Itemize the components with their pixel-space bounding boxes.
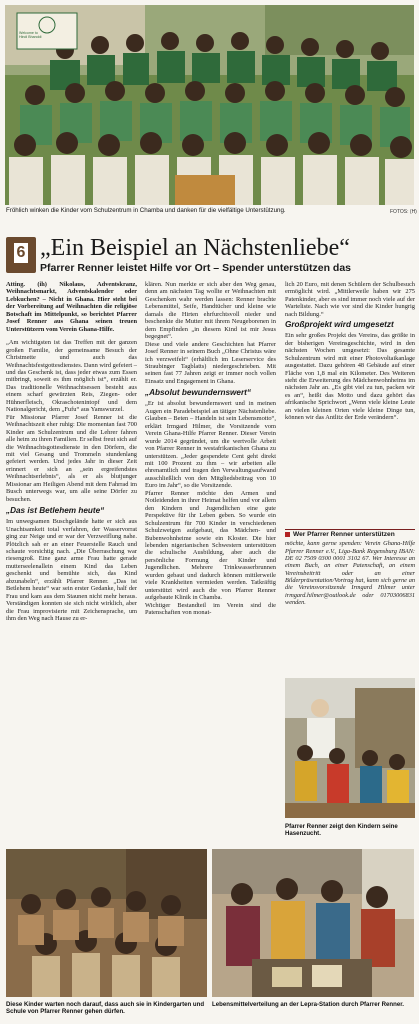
photo-credit: FOTOS: (H) (390, 209, 417, 215)
bottom-left-photo-waiting-children (6, 849, 207, 997)
section-heading: „Das ist Betlehem heute“ (6, 506, 105, 516)
article-paragraph: Pfarrer Renner möchte den Armen und Notleidenden in ihrer Heimat helfen und vor allem den Kindern und Jugendlichen eine gute Perspektive für ihr Leben geben. So wurde ein Schulzentrum für 700 Kinder in verschiedenen Schulzweigen aufgebaut, das Mädchen- und Bubenwohnheime sowie ein Kloster. Die hier lebenden nigerianischen Schwestern unterstützen die schulische Ausbildung, aber auch die persönliche Formung der Kinder und Jugendlichen. Mehrere Trinkwasserbrunnen wurden gebaut und dadurch können mittlerweile viele Krankheiten vermieden werden. Tatkräftig unterstützt wird auch die von Pfarrer Renner aufgebaute Klinik in Chamba. (145, 489, 276, 602)
article-column-1 (6, 281, 137, 622)
right-photo-caption: Pfarrer Renner zeigt den Kindern seine Hasenzucht. (285, 823, 398, 838)
info-box-text: möchte, kann gerne spenden: Verein Ghana-Hilfe Pfarrer Renner e.V., Liga-Bank Regensburg IBAN: DE 02 7509 0300 0001 3102 67. Wer Interesse an einem Buch, an einer Patenschaft, an einem Vereinsbeitritt oder an einer Bilderpräsentation/Vortrag hat, kann sich gerne an die Vereinsvorsitzende Irmgard Hilmer unter irmgard.hilmer@outlook.de oder 01703006831 wenden. (285, 540, 415, 607)
bottom-right-photo-food-distribution (212, 849, 414, 997)
article-paragraph: klären. Nun merkte er sich aber den Weg genau, denn am nächsten Tag wollte er Weihnachten mit Geschenken wahr werden lassen: Renner brachte Lebensmittel, Seife, Handtücher und kleine wie damals die Hirten ehrfurchtsvoll nieder und beschenkte die Mutter mit ihrem Neugeborenen in dem Empfinden „in diesem Kind ist mir Jesus begegnet“. (145, 281, 276, 341)
info-box-title: Wer Pfarrer Renner unterstützen (285, 529, 415, 538)
top-photo-children-waving (5, 5, 414, 205)
article-paragraph: lich 20 Euro, mit denen Schülern der Schulbesuch ermöglicht wird. „Mittlerweile haben wir 275 Patenkinder, aber es sind immer noch viele auf der Warteliste. Nach wie vor sind die Kinder hungrig nach Bildung.“ (285, 281, 415, 318)
banner-line-1: Hindi Bhanddi (19, 35, 42, 39)
article-column-2 (145, 281, 276, 616)
bottom-right-caption: Lebensmittelverteilung an der Lepra-Station durch Pfarrer Renner. (212, 1001, 404, 1008)
bottom-left-caption: Diese Kinder warten noch darauf, dass auch sie in Kindergarten und Schule von Pfarrer Renner gehen dürfen. (6, 1001, 205, 1016)
donation-info-box (285, 529, 415, 606)
article-lead: Atting. (ih) Nikolaus, Adventskranz, Weihnachtsmarkt, Adventskalender oder Lebkuchen? – Nicht in Ghana. Hier steht bei der Vorbereitung auf Weihnachten die religiöse Botschaft im Mittelpunkt, so berichtet Pfarrer Josef Renner aus Ghana seinen treuen Unterstützern vom Verein Ghana-Hilfe. (6, 281, 137, 333)
section-heading: „Absolut bewundernswert“ (145, 388, 251, 398)
door-number-badge (6, 237, 36, 273)
article-paragraph: Diese und viele andere Geschichten hat Pfarrer Josef Renner in seinem Buch „Ohne Christus wäre ich verzweifelt“ (erhältlich im Leserservice des Straubinger Tagblatts) niedergeschrieben. Mit seinen fast 77 Jahren zeigt er immer noch vollen Einsatz und Engagement in Ghana. (145, 340, 276, 385)
article-paragraph: Wichtiger Bestandteil im Verein sind die Patenschaften von monat- (145, 601, 276, 617)
article-paragraph: „Er ist absolut bewundernswert und in meinen Augen ein Paradebeispiel an tätiger Nächstenliebe. Glauben – Beten – Handeln ist sein Lebensmotto“, erklärt Irmgard Hilmer, die Vorsitzende vom Verein Ghana-Hilfe Pfarrer Renner. Dieser Verein wurde 2014 gegründet, um die wertvolle Arbeit von Pfarrer Renner in westafrikanischen Ghana zu unterstützen. „Jeder gespendete Cent geht direkt mit 100 Prozent zu ihm – wir arbeiten alle ehrenamtlich und tragen den Verwaltungsaufwand ausschließlich von den Mitgliedsbeitrag von 10 Euro im Jahr“, so die Vorsitzende. (145, 400, 276, 490)
article-paragraph: „Am wichtigsten ist das Treffen mit der ganzen großen Familie, der gemeinsame Besuch der Christmette und auch das Weihnachtsfestgottesdienstes. Dann wird gefeiert – und das Geschenk ist, dass jeder etwas zum Essen mitbringt, soweit es ihm möglich ist“, erzählt er. Das traditionelle Weihnachtsessen besteht aus einem scharf gewürzten Reis, Ziegen- oder Hühnerfleisch, Okraschotenintopf und dem Nationalgericht, dem „Fufu“ aus Yamswurzel. (6, 339, 137, 414)
badge-number: 6 (14, 243, 28, 263)
article-paragraph: Für Missionar Pfarrer Josef Renner ist die Weihnachtszeit eher ruhig: Die momentan fast 700 Kinder am Schulzentrum und die Lehrer fahren alle heim zu ihren Familien. Er selbst freut sich auf die Weihnachtsgottesdienste in den Dörfern, die mit viel Gesang und Trommeln stundenlang gefeiert werden. Und jedes Jahr in dieser Zeit erinnert er sich an „sein ergreifendstes Weihnachtserlebnis“, als er als blutjunger Missionar am Heiligen Abend mit dem Fahrrad im Busch unterwegs war, um alle seine Dörfer zu besuchen. (6, 413, 137, 503)
square-bullet-icon (285, 532, 290, 537)
article-column-3 (285, 281, 415, 422)
top-photo-caption: Fröhlich winken die Kinder vom Schulzentrum in Chamba und danken für die vielfältige Unterstützung. (6, 207, 286, 214)
right-photo-rabbit-breeding (285, 678, 415, 818)
headline: „Ein Beispiel an Nächstenliebe“ (40, 235, 350, 261)
subheadline: Pfarrer Renner leistet Hilfe vor Ort – Spender unterstützen das (40, 262, 352, 274)
article-paragraph: Ein sehr großes Projekt des Vereins, das größte in der bisherigen Vereinsgeschichte, wird in den nächsten Wochen umgesetzt: Das gesamte Schulzentrum wird mit einer Photovoltaikanlage ausgestattet. Dazu gehören 48 Gebäude auf einer Fläche von 1,8 mal ein Kilometer. Des Weiteren steht die Erweiterung des Mädchenwohnheims im nächsten Jahr an. „Es gibt viel zu tun, packen wir es an“, heißt das Motto und dazu gehört das afrikanische Sprichwort „Wenn viele kleine Leute an vielen kleinen Orten viele kleine Dinge tun, können wir das Antlitz der Erde verändern“. (285, 332, 415, 422)
section-heading: Großprojekt wird umgesetzt (285, 320, 394, 330)
banner-line-2: Welcome to (19, 31, 38, 35)
article-paragraph: Im unwegsamen Buschgelände hatte er sich aus Unachtsamkeit total verfahren, der Wasservorrat ging zur Neige und er war der Verzweiflung nahe. Plötzlich sah er an einer Feuerstelle Rauch und schaute vorsichtig nach. „Die Überraschung war riesengroß. Eine ganz arme Frau hatte gerade mutterseelenallein einem Kind das Leben geschenkt und bemühte sich, das Kind abzunabeln“, erzählt Pfarrer Renner. „Das ist Betlehem heute“ war sein erster Gedanke, half der Frau und kam aus dem Staunen nicht mehr heraus. Verständigen konnten sie sich nicht wirklich, aber die Frau improvisierte mit Zeichensprache, um ihm den Weg nach Hause zu er- (6, 518, 137, 623)
